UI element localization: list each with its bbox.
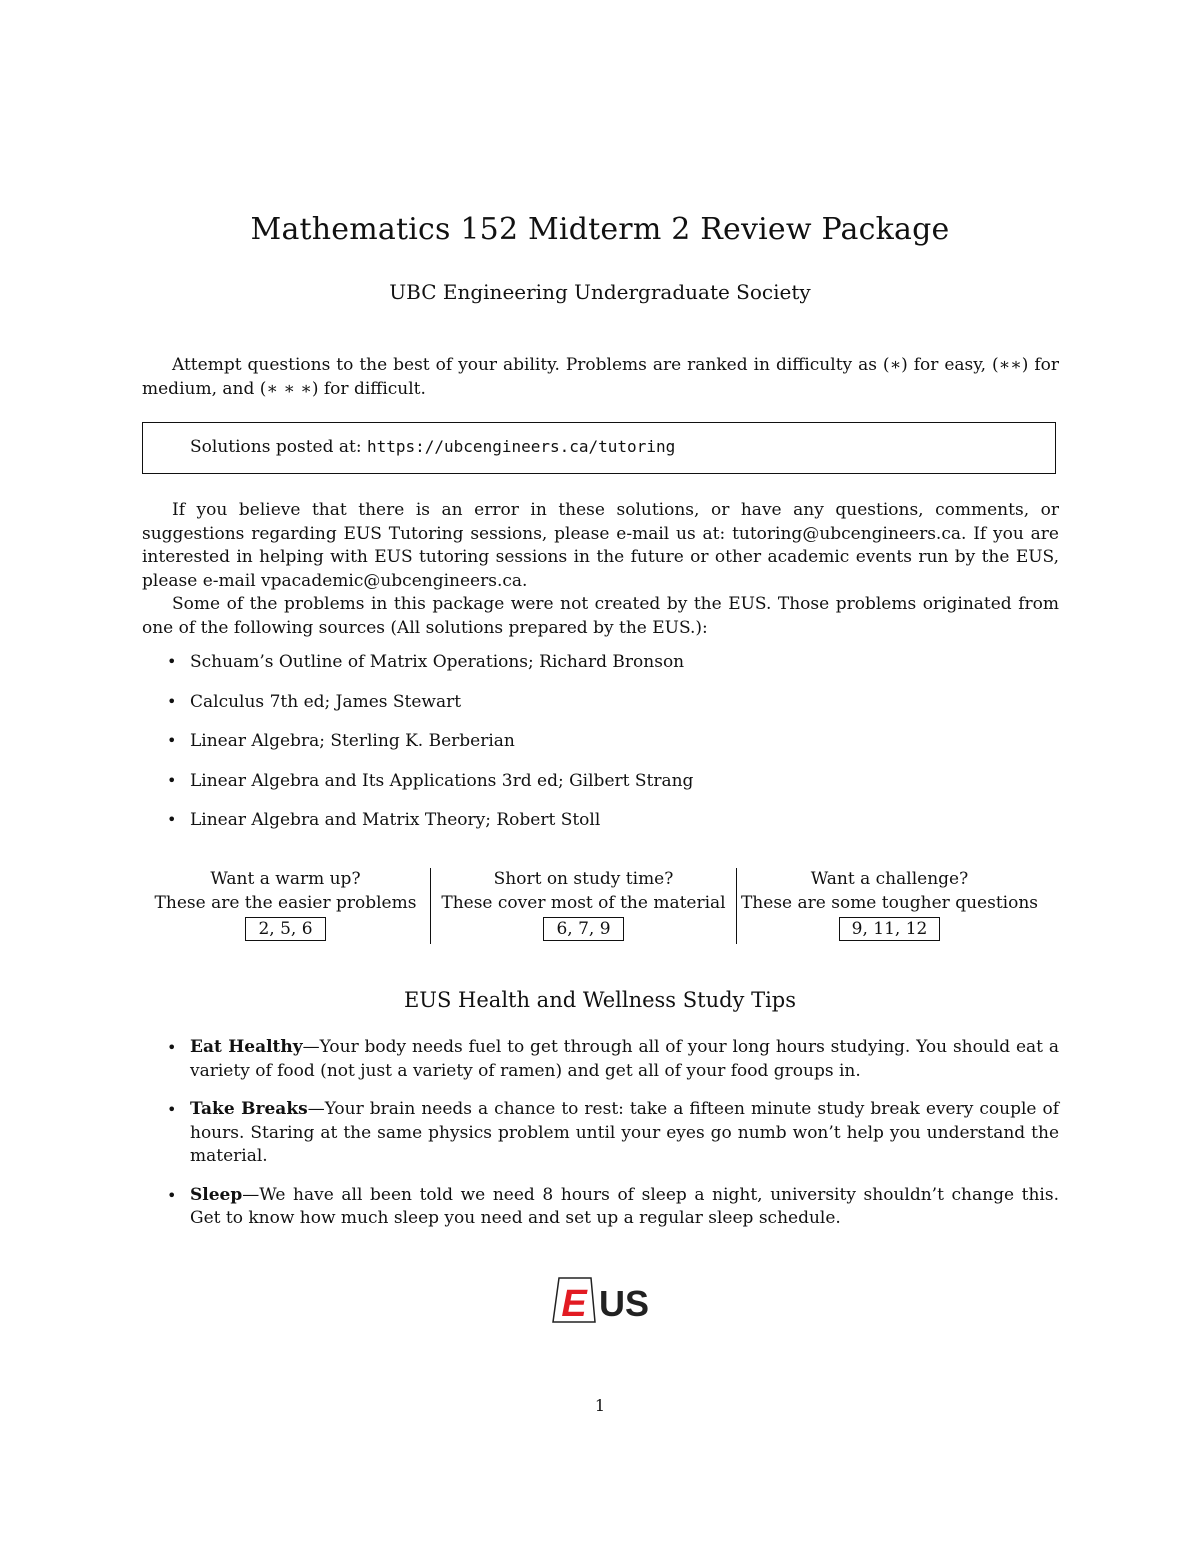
page-number: 1 [594, 1396, 606, 1415]
column-description: These are some tougher questions [740, 892, 1039, 913]
list-item: • Schuam’s Outline of Matrix Operations; Richard Bronson [142, 652, 693, 692]
page-subtitle: UBC Engineering Undergraduate Society [389, 280, 811, 304]
logo-letter-e: E [561, 1283, 587, 1324]
difficulty-table [142, 868, 1059, 946]
list-item [142, 1184, 1059, 1231]
tip-title: Eat Healthy [190, 1037, 303, 1057]
column-heading: Want a warm up? [210, 869, 361, 889]
problem-numbers-box: 6, 7, 9 [543, 917, 623, 941]
list-item [142, 1036, 1059, 1083]
contact-paragraph: If you believe that there is an error in these solutions, or have any questions, comments, or suggestions regarding EUS Tutoring sessions, please e-mail us at: tutoring@ubcengineers.ca. If you are interested in helping with EUS tutoring sessions in the future or other academic events run by the EUS, please e-mail vpacademic@ubcengineers.ca. [142, 500, 1059, 591]
tip-text: —Your brain needs a chance to rest: take a fifteen minute study break every couple of hours. Staring at the same physics problem until your eyes go numb won’t help you understand the material. [190, 1099, 1059, 1166]
study-time-column [430, 868, 736, 944]
column-heading: Short on study time? [493, 869, 674, 889]
solutions-box [142, 422, 1056, 474]
list-item [142, 1098, 1059, 1169]
eus-logo [551, 1276, 651, 1324]
solutions-link[interactable]: https://ubcengineers.ca/tutoring [366, 437, 676, 456]
tip-text: —Your body needs fuel to get through all of your long hours studying. You should eat a variety of food (not just a variety of ramen) and get all of your food groups in. [190, 1037, 1059, 1081]
list-item: • Calculus 7th ed; James Stewart [142, 692, 693, 732]
sources-list [142, 652, 693, 850]
list-item: • Linear Algebra and Its Applications 3rd ed; Gilbert Strang [142, 771, 693, 811]
tip-title: Sleep [190, 1184, 243, 1205]
page-title: Mathematics 152 Midterm 2 Review Package [250, 212, 950, 247]
column-description: These cover most of the material [441, 892, 726, 913]
solutions-text [190, 437, 675, 457]
intro-paragraph: Attempt questions to the best of your ability. Problems are ranked in difficulty as (∗) for easy, (∗∗) for medium, and (∗ ∗ ∗) for difficult. [142, 355, 1059, 399]
tip-title: Take Breaks [190, 1099, 308, 1119]
problem-numbers-box: 2, 5, 6 [245, 917, 325, 941]
warmup-column [142, 868, 429, 942]
wellness-tips-list [142, 1036, 1059, 1246]
contact-section [142, 499, 1059, 640]
wellness-heading: EUS Health and Wellness Study Tips [403, 988, 797, 1012]
solutions-label: Solutions posted at: [190, 437, 367, 457]
column-heading: Want a challenge? [810, 869, 969, 889]
list-item: • Linear Algebra and Matrix Theory; Robert Stoll [142, 810, 693, 850]
tip-text: —We have all been told we need 8 hours of sleep a night, university shouldn’t change this. Get to know how much sleep you need and set up a regular sleep schedule. [190, 1184, 1059, 1228]
logo-letters-us: US [598, 1283, 650, 1324]
sources-intro-paragraph: Some of the problems in this package were not created by the EUS. Those problems originated from one of the following sources (All solutions prepared by the EUS.): [142, 594, 1059, 638]
problem-numbers-box: 9, 11, 12 [839, 917, 941, 941]
column-description: These are the easier problems [154, 892, 417, 913]
list-item: • Linear Algebra; Sterling K. Berberian [142, 731, 693, 771]
challenge-column [736, 868, 1042, 944]
